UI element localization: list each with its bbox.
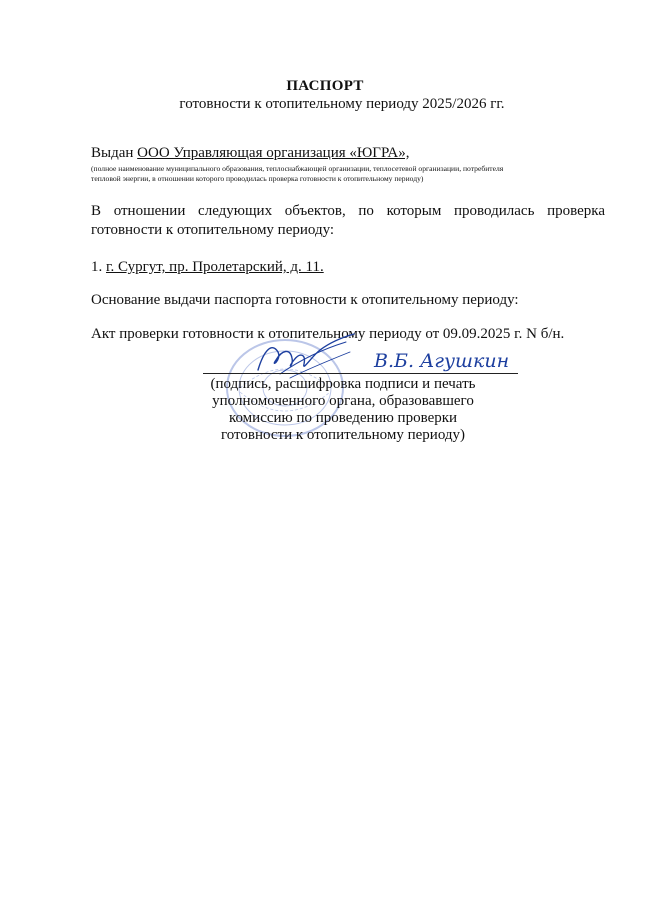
- objects-intro: В отношении следующих объектов, по которым проводилась проверка готовности к отопительному периоду:: [91, 203, 605, 238]
- handwritten-name: [372, 345, 522, 375]
- object-item: [91, 258, 605, 277]
- object-address: г. Сургут, пр. Пролетарский, д. 11.: [106, 259, 324, 275]
- issued-line: [91, 145, 409, 162]
- object-number: 1.: [91, 259, 103, 275]
- issued-prefix: Выдан: [91, 145, 134, 161]
- caption-line4: готовности к отопительному периоду): [220, 427, 466, 443]
- handwritten-name-text: В.Б. Агушкин: [374, 350, 510, 372]
- basis-label: Основание выдачи паспорта готовности к отопительному периоду:: [91, 292, 519, 308]
- issued-note-line1: (полное наименование муниципального образования, теплоснабжающей организации, теплосетевой организации, потребителя: [91, 164, 504, 173]
- issued-note: [91, 164, 591, 184]
- document-subtitle: готовности к отопительному периоду 2025/2026 гг.: [179, 96, 505, 112]
- document-title: ПАСПОРТ: [286, 78, 364, 94]
- caption-line3: комиссию по проведению проверки: [228, 410, 458, 426]
- caption-line1: (подпись, расшифровка подписи и печать: [210, 376, 476, 392]
- act-reference: Акт проверки готовности к отопительному периоду от 09.09.2025 г. N б/н.: [91, 326, 565, 342]
- issued-organization: ООО Управляющая организация «ЮГРА»,: [137, 145, 410, 161]
- signature-line: [203, 373, 518, 374]
- issued-note-line2: тепловой энергии, в отношении которого проводилась проверка готовности к отопительному периоду): [91, 174, 424, 183]
- caption-line2: уполномоченного органа, образовавшего: [212, 393, 474, 409]
- signature-caption: [198, 376, 488, 444]
